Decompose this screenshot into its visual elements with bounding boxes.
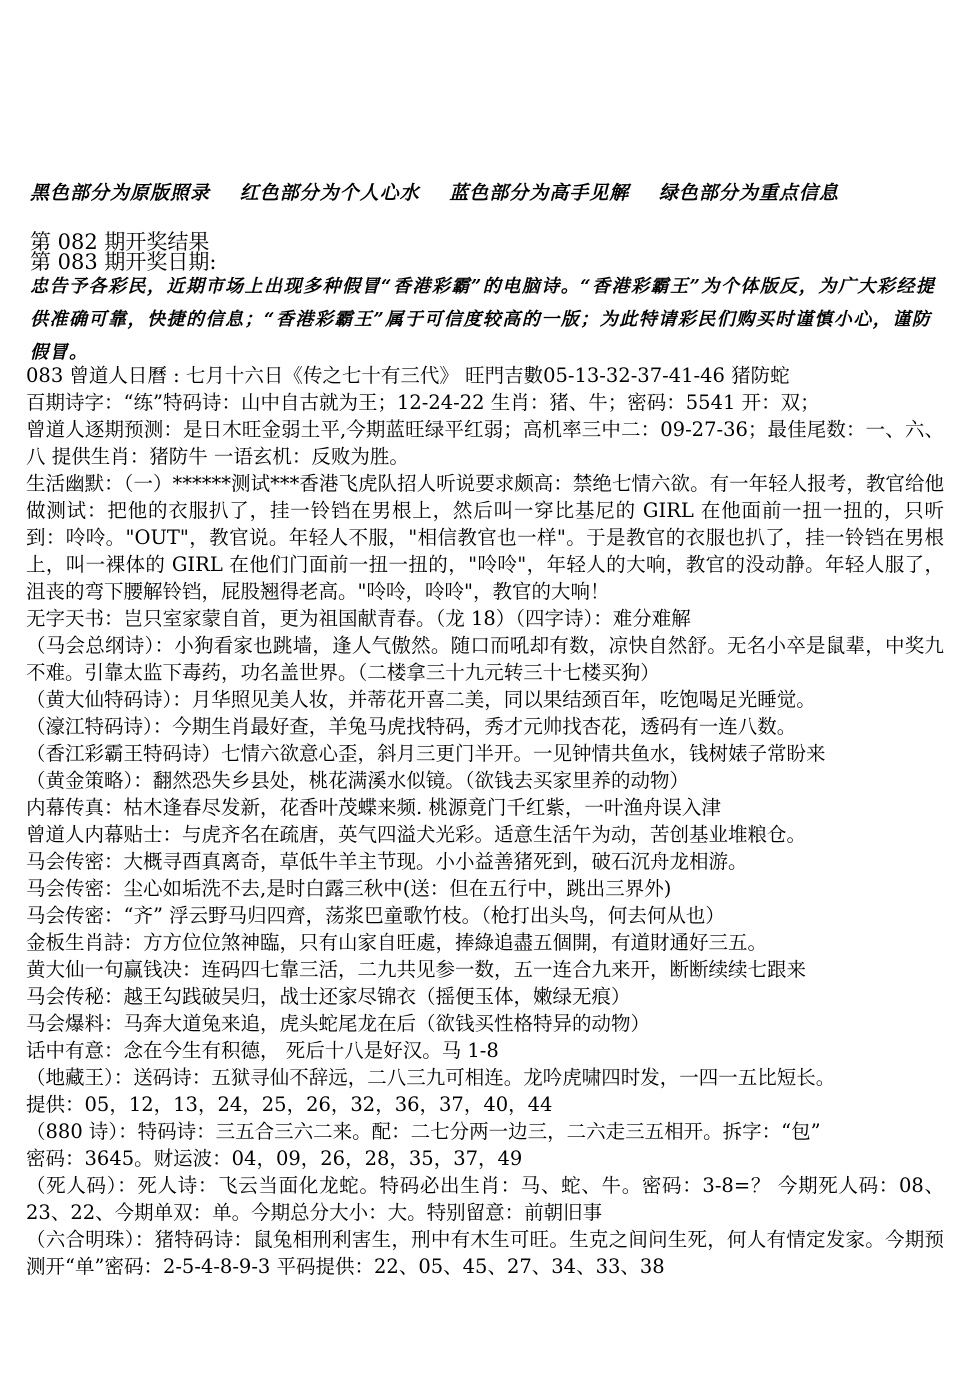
text-line: （香江彩霸王特码诗）七情六欲意心歪，斜月三更门半开。一见钟情共鱼水，钱树婊子常盼来 [26,742,826,765]
text-line: （地藏王）：送码诗：五狱寻仙不辞远，二八三九可相连。龙吟虎啸四时发，一四一五比短长。 [26,1066,836,1089]
text-line: （黄金策略）：翻然恐失乡县处，桃花满溪水似镜。（欲钱去买家里养的动物） [26,769,690,792]
prediction-paragraph: 曾道人逐期预测：是日木旺金弱土平,今期蓝旺绿平红弱；高机率三中二：09-27-36；最佳尾数：一、六、八 提供生肖：猪防牛 一语玄机：反败为胜。 [26,418,944,468]
text-line: 马会传密：“齐” 浮云野马归四齊，荡浆巴童歌竹枝。（枪打出头鸟，何去何从也） [26,904,725,927]
text-line: （880 诗）：特码诗：三五合三六二来。配：二七分两一边三，二六走三五相开。拆字：“包” [26,1120,821,1143]
poem-paragraph: （马会总纲诗）：小狗看家也跳墙，逢人气傲然。随口而吼却有数，凉快自然舒。无名小卒是鼠辈，中奖九不难。引靠太监下毒药，功名盖世界。（二楼拿三十九元转三十七楼买狗） [26,634,944,684]
almanac-line: 083 曾道人日曆 : 七月十六日《传之七十有三代》 旺門吉數05-13-32-37-41-46 猪防蛇 [26,364,790,387]
text-line: 密码：3645。财运波：04，09，26，28，35，37，49 [26,1147,523,1170]
text-line: 提供：05，12，13，24，25，26，32，36，37，40，44 [26,1093,553,1116]
legend-green: 绿色部分为重点信息 [658,182,839,204]
text-line: 内幕传真：枯木逢春尽发新，花香叶茂蝶来频. 桃源竟门千红紫，一叶渔舟误入津 [26,796,721,819]
legend-red: 红色部分为个人心水 [239,182,420,204]
text-line: 马会传秘：越王勾践破吴归，战士还家尽锦衣（摇便玉体，嫩绿无痕） [26,985,631,1008]
content-body [26,362,944,1280]
issue-result-heading: 第 082 期开奖结果 [30,230,210,254]
legend-blue: 蓝色部分为高手见解 [449,182,630,204]
text-line: 黄大仙一句赢钱决：连码四七靠三活，二九共见参一数，五一连合九来开，断断续续七跟来 [26,958,807,981]
issue-date-heading: 第 083 期开奖日期: [30,250,217,274]
poem-line: 百期诗字：“练”特码诗：山中自古就为王；12-24-22 生肖：猪、牛；密码：5541 开：双； [26,391,820,414]
text-line: （濠江特码诗）：今期生肖最好查，羊兔马虎找特码，秀才元帅找杏花，透码有一连八数。 [26,715,797,738]
text-line: 金板生肖詩：方方位位煞神臨，只有山家自旺處，捧綠追盡五個開，有道財通好三五。 [26,931,768,954]
text-paragraph: （死人码）：死人诗：飞云当面化龙蛇。特码必出生肖：马、蛇、牛。密码：3-8=？ 今期死人码：08、23、22、今期单双：单。今期总分大小：大。特别留意：前朝旧事 [26,1174,944,1224]
joke-paragraph: 生活幽默：（一）******测试***香港飞虎队招人听说要求颇高：禁绝七情六欲。有一年轻人报考，教官给他做测试：把他的衣服扒了，挂一铃铛在男根上，然后叫一穿比基尼的 GIRL 在他面前一扭一扭的，只听到：呤呤。"OUT"，教官说。年轻人不服，"相信教官也一样"。于是教官的衣服也扒了，挂一铃铛在男根上，叫一裸体的 GIRL 在他们门面前一扭一扭的，"呤呤"，年轻人的大响，教官的没动静。年轻人服了，沮丧的弯下腰解铃铛，屁股翘得老高。"呤呤，呤呤"，教官的大响！ [26,472,944,603]
warning-notice: 忠告予各彩民，近期市场上出现多种假冒“香港彩霸”的电脑诗。“香港彩霸王”为个体版反，为广大彩经提供准确可靠，快捷的信息；“香港彩霸王”属于可信度较高的一版；为此特请彩民们购买时谨慎小心，谨防假冒。 [30,276,936,363]
text-paragraph: （六合明珠）：猪特码诗：鼠兔相刑利害生，刑中有木生可旺。生克之间问生死，何人有情定发家。今期预测开“单”密码：2-5-4-8-9-3 平码提供：22、05、45、27、34、33、38 [26,1228,944,1278]
text-line: 马会爆料：马奔大道兔来追，虎头蛇尾龙在后（欲钱买性格特异的动物） [26,1012,651,1035]
text-line: 马会传密：大概寻酉真离奇，草低牛羊主节现。小小益善猪死到，破石沉舟龙相游。 [26,850,748,873]
text-line: （黄大仙特码诗）：月华照见美人妆，并蒂花开喜二美，同以果结颈百年，吃饱喝足光睡觉。 [26,688,816,711]
text-line: 曾道人内幕贴士：与虎齐名在疏唐，英气四溢犬光彩。适意生活午为动，苦创基业堆粮仓。 [26,823,807,846]
legend-black: 黑色部分为原版照录 [30,182,211,204]
color-legend [30,178,930,205]
text-line: 话中有意：念在今生有积德， 死后十八是好汉。马 1-8 [26,1039,499,1062]
text-line: 无字天书：岂只室家蒙自首，更为祖国献青春。（龙 18）（四字诗）：难分难解 [26,607,691,630]
text-line: 马会传密：尘心如垢洗不去,是时白露三秋中(送：但在五行中，跳出三界外) [26,877,672,900]
